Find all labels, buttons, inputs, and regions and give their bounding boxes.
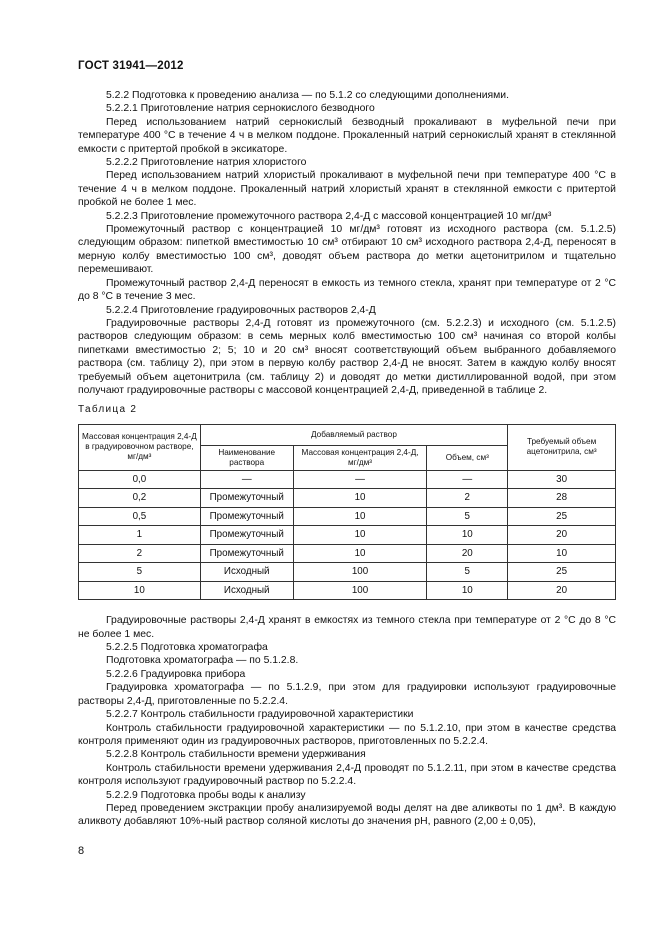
table-cell: Промежуточный bbox=[200, 507, 293, 526]
paragraph: Перед проведением экстракции пробу анализируемой воды делят на две аликвоты по 1 дм³. В каждую аликвоту добавляют 10%-ный раствор соляной кислоты до значения рН, равного (2,00 ± 0,05), bbox=[78, 802, 616, 828]
section-heading: 5.2.2.6 Градуировка прибора bbox=[106, 668, 246, 680]
table-row bbox=[79, 526, 616, 545]
table-cell: Исходный bbox=[200, 581, 293, 600]
paragraph: Перед использованием натрий сернокислый безводный прокаливают в муфельной печи при температуре 400 °С в течение 4 ч в мелком поддоне. Прокаленный натрий сернокислый хранят в стеклянной емкости с притертой пробкой в эксикаторе. bbox=[78, 116, 616, 155]
header-mass-concentration: Массовая концентрация 2,4-Д в градуировочном растворе, мг/дм³ bbox=[79, 424, 201, 470]
header-solution-concentration: Массовая концентрация 2,4-Д, мг/дм³ bbox=[293, 445, 427, 470]
table-cell: 20 bbox=[427, 544, 508, 563]
section-heading: 5.2.2.7 Контроль стабильности градуировочной характеристики bbox=[106, 709, 414, 721]
table-cell: 10 bbox=[427, 581, 508, 600]
table-cell: 10 bbox=[293, 489, 427, 508]
table-cell: 0,0 bbox=[79, 470, 201, 489]
paragraph: Градуировка хроматографа — по 5.1.2.9, при этом для градуировки используют градуировочные растворы 2,4-Д, приготовленные по 5.2.2.4. bbox=[78, 682, 616, 707]
table-cell: 100 bbox=[293, 581, 427, 600]
table-row bbox=[79, 489, 616, 508]
table-cell: 20 bbox=[508, 526, 616, 545]
table-cell: Промежуточный bbox=[200, 489, 293, 508]
table-body bbox=[79, 470, 616, 600]
table-cell: 2 bbox=[427, 489, 508, 508]
table-cell: 28 bbox=[508, 489, 616, 508]
table-cell: 0,5 bbox=[79, 507, 201, 526]
table-cell: 30 bbox=[508, 470, 616, 489]
paragraph: Градуировочные растворы 2,4-Д готовят из промежуточного (см. 5.2.2.3) и исходного (см. 5.1.2.5) растворов следующим образом: в семь мерных колб вместимостью 100 см³ начиная со второй колбы пипетками вместимостью 2; 5; 10 и 20 см³ вносят соответствующий объем выбранного добавляемого раствора (см. таблицу 2), при этом в первую колбу раствор 2,4-Д не вносят. Затем в каждую колбу вносят требуемый объем ацетонитрила (см. таблицу 2) и доводят до метки дистиллированной водой, при этом получают градуировочные растворы с массовой концентрацией 2,4-Д, приведенной в таблице 2. bbox=[78, 317, 616, 396]
table-cell: 25 bbox=[508, 507, 616, 526]
table-cell: 10 bbox=[427, 526, 508, 545]
table-cell: 10 bbox=[79, 581, 201, 600]
section-top-paragraphs bbox=[78, 89, 616, 397]
paragraph: Промежуточный раствор 2,4-Д переносят в емкость из темного стекла, хранят при температуре от 2 °С до 8 °С в течение 3 мес. bbox=[78, 277, 616, 303]
calibration-solutions-table bbox=[78, 424, 616, 601]
table-row bbox=[79, 563, 616, 582]
section-heading: 5.2.2.1 Приготовление натрия сернокислого безводного bbox=[106, 103, 375, 115]
section-bottom-paragraphs bbox=[78, 614, 616, 829]
section-heading: 5.2.2.2 Приготовление натрия хлористого bbox=[106, 157, 307, 169]
table-cell: Исходный bbox=[200, 563, 293, 582]
section-heading: 5.2.2.4 Приготовление градуировочных растворов 2,4-Д bbox=[106, 304, 376, 316]
section-heading: 5.2.2 Подготовка к проведению анализа — по 5.1.2 со следующими дополнениями. bbox=[106, 90, 509, 101]
header-solution-volume: Объем, см³ bbox=[427, 445, 508, 470]
table-cell: 2 bbox=[79, 544, 201, 563]
table-cell: 10 bbox=[508, 544, 616, 563]
paragraph: Контроль стабильности времени удерживания 2,4-Д проводят по 5.1.2.11, при этом в качестве средства контроля используют градуировочный раствор по 5.2.2.4. bbox=[78, 762, 616, 788]
table-cell: — bbox=[427, 470, 508, 489]
section-heading: Подготовка хроматографа — по 5.1.2.8. bbox=[106, 655, 299, 667]
section-heading: 5.2.2.5 Подготовка хроматографа bbox=[106, 642, 268, 654]
table-cell: 0,2 bbox=[79, 489, 201, 508]
table-cell: — bbox=[293, 470, 427, 489]
page-number: 8 bbox=[78, 845, 85, 857]
document-code-header: ГОСТ 31941—2012 bbox=[78, 60, 184, 72]
table-cell: 5 bbox=[427, 563, 508, 582]
table-cell: 1 bbox=[79, 526, 201, 545]
table-cell: 100 bbox=[293, 563, 427, 582]
table-cell: 10 bbox=[293, 544, 427, 563]
table-cell: 20 bbox=[508, 581, 616, 600]
paragraph: Градуировочные растворы 2,4-Д хранят в емкостях из темного стекла при температуре от 2 °С до 8 °С не более 1 мес. bbox=[78, 615, 616, 640]
section-heading: 5.2.2.3 Приготовление промежуточного раствора 2,4-Д с массовой концентрацией 10 мг/дм³ bbox=[106, 210, 552, 222]
section-heading: 5.2.2.8 Контроль стабильности времени удерживания bbox=[106, 749, 366, 761]
table-row bbox=[79, 581, 616, 600]
table-cell: 10 bbox=[293, 507, 427, 526]
table-cell: 5 bbox=[79, 563, 201, 582]
table-row bbox=[79, 507, 616, 526]
section-heading: 5.2.2.9 Подготовка пробы воды к анализу bbox=[106, 789, 306, 801]
table-cell: 5 bbox=[427, 507, 508, 526]
table-cell: — bbox=[200, 470, 293, 489]
header-solution-name: Наименование раствора bbox=[200, 445, 293, 470]
header-added-solution-group: Добавляемый раствор bbox=[200, 424, 507, 445]
paragraph: Перед использованием натрий хлористый прокаливают в муфельной печи при температуре 400 °С в течение 4 ч в мелком поддоне. Прокаленный натрий хлористый хранят в стеклянной емкости с притертой пробкой не более 1 мес. bbox=[78, 170, 616, 209]
header-acetonitrile-volume: Требуемый объем ацетонитрила, см³ bbox=[508, 424, 616, 470]
document-body bbox=[78, 89, 616, 829]
table-cell: 10 bbox=[293, 526, 427, 545]
table-cell: 25 bbox=[508, 563, 616, 582]
table-row bbox=[79, 470, 616, 489]
table-cell: Промежуточный bbox=[200, 526, 293, 545]
paragraph: Контроль стабильности градуировочной характеристики — по 5.1.2.10, при этом в качестве средства контроля применяют один из градуировочных растворов, приготовленных по 5.2.2.4. bbox=[78, 722, 616, 747]
table-row bbox=[79, 544, 616, 563]
paragraph: Промежуточный раствор с концентрацией 10 мг/дм³ готовят из исходного раствора (см. 5.1.2.5) следующим образом: пипеткой вместимостью 10 см³ отбирают 10 см³ исходного раствора 2,4-Д, переносят в мерную колбу вместимостью 100 см³, доводят объем раствора до метки ацетонитрилом и тщательно перемешивают. bbox=[78, 224, 616, 276]
table-cell: Промежуточный bbox=[200, 544, 293, 563]
table-caption: Таблица 2 bbox=[78, 404, 138, 416]
